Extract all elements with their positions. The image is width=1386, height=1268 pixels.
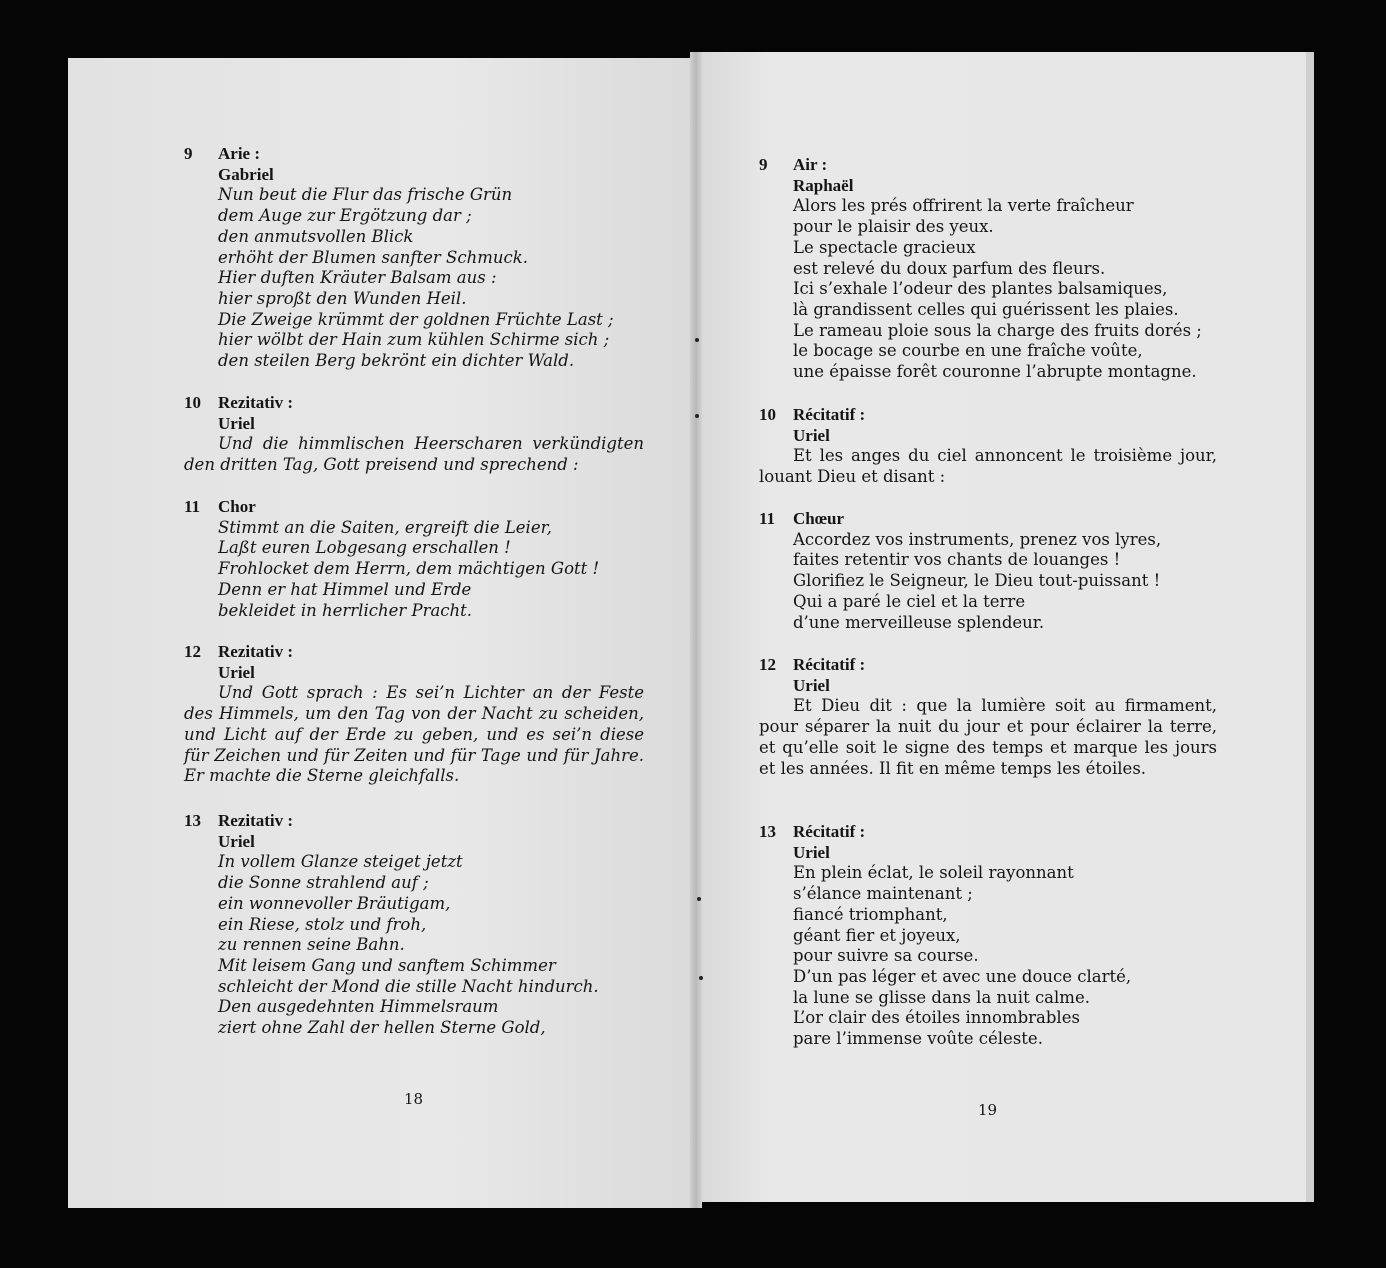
section-type: Rezitativ : xyxy=(218,393,294,412)
section-number: 13 xyxy=(759,822,776,841)
verse-line: hier wölbt der Hain zum kühlen Schirme sich ; xyxy=(218,330,610,350)
verse-lines xyxy=(759,196,1217,382)
verse-line: Alors les prés offrirent la verte fraîcheur xyxy=(793,196,1134,216)
staple-mark xyxy=(699,976,703,980)
verse-line: là grandissent celles qui guérissent les plaies. xyxy=(793,299,1179,319)
verse-line: ein wonnevoller Bräutigam, xyxy=(218,893,451,913)
section-number: 13 xyxy=(184,811,201,830)
verse-lines xyxy=(184,185,644,371)
staple-mark xyxy=(695,338,699,342)
section-9-de xyxy=(184,144,644,372)
section-type: Rezitativ : xyxy=(218,642,294,661)
verse-line: Frohlocket dem Herrn, dem mächtigen Gott ! xyxy=(218,559,600,579)
section-type: Arie : xyxy=(218,144,261,163)
verse-line: Le spectacle gracieux xyxy=(793,237,976,257)
section-9-fr xyxy=(759,155,1217,383)
section-number: 11 xyxy=(184,497,201,516)
verse-line: den anmutsvollen Blick xyxy=(218,226,414,246)
role-name: Uriel xyxy=(218,662,255,682)
role-name: Uriel xyxy=(218,413,255,433)
role-name: Uriel xyxy=(793,842,830,862)
role-name: Uriel xyxy=(218,831,255,851)
section-type: Rezitativ : xyxy=(218,811,294,830)
verse-line: faites retentir vos chants de louanges ! xyxy=(793,550,1121,570)
section-number: 11 xyxy=(759,509,776,528)
page-edge xyxy=(1306,52,1314,1202)
verse-line: bekleidet in herrlicher Pracht. xyxy=(218,600,473,620)
section-number: 12 xyxy=(184,642,201,661)
section-type: Chœur xyxy=(793,509,845,528)
section-number: 12 xyxy=(759,655,776,674)
paragraph: Und Gott sprach : Es sei’n Lichter an der Feste des Himmels, um den Tag von der Nacht zu scheiden, und Licht auf der Erde zu geben, und es sei’n diese für Zeichen und für Zeiten und für Tage und für Jahre. Er machte die Sterne gleichfalls. xyxy=(184,683,644,786)
verse-line: Den ausgedehnten Himmelsraum xyxy=(218,997,499,1017)
verse-line: Denn er hat Himmel und Erde xyxy=(218,579,472,599)
verse-line: hier sproßt den Wunden Heil. xyxy=(218,288,467,308)
verse-line: fiancé triomphant, xyxy=(793,904,948,924)
verse-line: Le rameau ploie sous la charge des fruits dorés ; xyxy=(793,320,1202,340)
verse-line: schleicht der Mond die stille Nacht hindurch. xyxy=(218,976,599,996)
section-10-de xyxy=(184,393,644,476)
section-number: 10 xyxy=(759,405,776,424)
role-name: Raphaël xyxy=(793,175,854,195)
verse-line: Laßt euren Lobgesang erschallen ! xyxy=(218,538,511,558)
page-number-right: 19 xyxy=(978,1101,998,1119)
verse-lines xyxy=(759,863,1217,1049)
section-12-fr xyxy=(759,655,1217,779)
verse-line: ein Riese, stolz und froh, xyxy=(218,914,427,934)
verse-line: L’or clair des étoiles innombrables xyxy=(793,1008,1080,1028)
section-13-fr xyxy=(759,822,1217,1050)
verse-line: Ici s’exhale l’odeur des plantes balsamiques, xyxy=(793,279,1168,299)
section-10-fr xyxy=(759,405,1217,488)
book-gutter xyxy=(690,52,702,1208)
section-11-fr xyxy=(759,509,1217,633)
section-type: Chor xyxy=(218,497,256,516)
paragraph: Et Dieu dit : que la lumière soit au firmament, pour séparer la nuit du jour et pour éclairer la terre, et qu’elle soit le signe des temps et marque les jours et les années. Il fit en même temps les étoiles. xyxy=(759,696,1217,778)
paragraph: Et les anges du ciel annoncent le troisième jour, louant Dieu et disant : xyxy=(759,446,1217,487)
verse-line: pour le plaisir des yeux. xyxy=(793,217,994,237)
verse-line: s’élance maintenant ; xyxy=(793,884,973,904)
section-type: Récitatif : xyxy=(793,655,866,674)
verse-line: erhöht der Blumen sanfter Schmuck. xyxy=(218,247,528,267)
section-number: 9 xyxy=(184,144,193,163)
section-11-de xyxy=(184,497,644,621)
role-name: Uriel xyxy=(793,675,830,695)
section-type: Air : xyxy=(793,155,828,174)
section-number: 10 xyxy=(184,393,201,412)
verse-line: Stimmt an die Saiten, ergreift die Leier, xyxy=(218,517,552,537)
verse-line: D’un pas léger et avec une douce clarté, xyxy=(793,966,1132,986)
verse-lines xyxy=(759,530,1217,634)
paragraph: Und die himmlischen Heerscharen verkündigten den dritten Tag, Gott preisend und sprechend : xyxy=(184,434,644,475)
section-type: Récitatif : xyxy=(793,822,866,841)
verse-lines xyxy=(184,852,644,1038)
verse-lines xyxy=(184,518,644,622)
verse-line: la lune se glisse dans la nuit calme. xyxy=(793,987,1090,1007)
verse-line: zu rennen seine Bahn. xyxy=(218,935,405,955)
verse-line: Qui a paré le ciel et la terre xyxy=(793,591,1026,611)
verse-line: ziert ohne Zahl der hellen Sterne Gold, xyxy=(218,1018,546,1038)
verse-line: In vollem Glanze steiget jetzt xyxy=(218,852,463,872)
verse-line: dem Auge zur Ergötzung dar ; xyxy=(218,206,472,226)
verse-line: den steilen Berg bekrönt ein dichter Wald. xyxy=(218,351,575,371)
verse-line: En plein éclat, le soleil rayonnant xyxy=(793,863,1074,883)
verse-line: Hier duften Kräuter Balsam aus : xyxy=(218,268,497,288)
verse-line: Nun beut die Flur das frische Grün xyxy=(218,185,513,205)
verse-line: une épaisse forêt couronne l’abrupte montagne. xyxy=(793,362,1197,382)
section-12-de xyxy=(184,642,644,787)
verse-line: pare l’immense voûte céleste. xyxy=(793,1029,1043,1049)
verse-line: die Sonne strahlend auf ; xyxy=(218,873,429,893)
role-name: Uriel xyxy=(793,425,830,445)
role-name: Gabriel xyxy=(218,164,274,184)
verse-line: Mit leisem Gang und sanftem Schimmer xyxy=(218,955,556,975)
verse-line: Accordez vos instruments, prenez vos lyres, xyxy=(793,529,1162,549)
verse-line: pour suivre sa course. xyxy=(793,946,979,966)
verse-line: est relevé du doux parfum des fleurs. xyxy=(793,258,1106,278)
verse-line: le bocage se courbe en une fraîche voûte, xyxy=(793,341,1143,361)
verse-line: Die Zweige krümmt der goldnen Früchte Last ; xyxy=(218,309,614,329)
staple-mark xyxy=(695,414,699,418)
verse-line: d’une merveilleuse splendeur. xyxy=(793,612,1045,632)
section-13-de xyxy=(184,811,644,1039)
section-number: 9 xyxy=(759,155,768,174)
verse-line: géant fier et joyeux, xyxy=(793,925,961,945)
page-number-left: 18 xyxy=(404,1090,424,1108)
verse-line: Glorifiez le Seigneur, le Dieu tout-puissant ! xyxy=(793,571,1161,591)
section-type: Récitatif : xyxy=(793,405,866,424)
staple-mark xyxy=(697,897,701,901)
